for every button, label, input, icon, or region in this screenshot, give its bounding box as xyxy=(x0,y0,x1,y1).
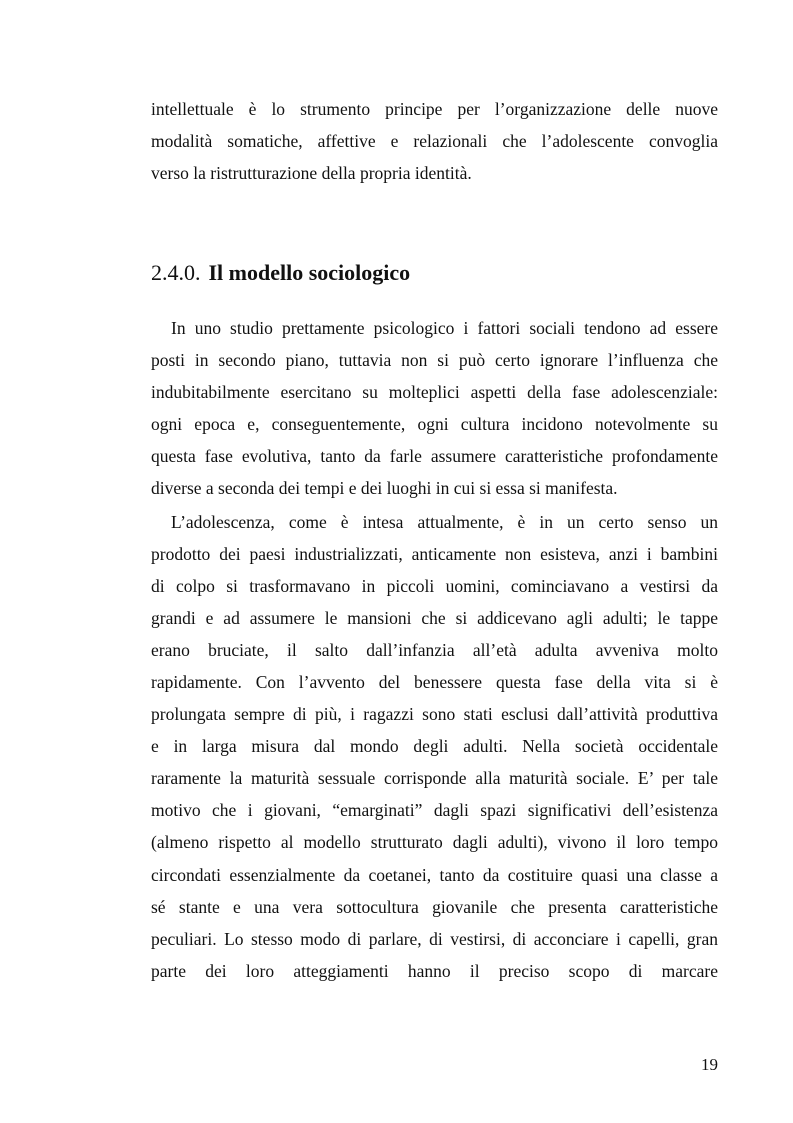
body-text-line: di colpo si trasformavano in piccoli uomini, cominciavano a vestirsi da xyxy=(151,576,718,596)
section-title: Il modello sociologico xyxy=(208,260,411,285)
section-heading xyxy=(151,260,410,286)
body-text-line: modalità somatiche, affettive e relazionali che l’adolescente convoglia xyxy=(151,131,718,151)
body-text-line: sé stante e una vera sottocultura giovanile che presenta caratteristiche xyxy=(151,897,718,917)
body-text-line: rapidamente. Con l’avvento del benessere questa fase della vita si è xyxy=(151,672,718,692)
body-text-line: questa fase evolutiva, tanto da farle assumere caratteristiche profondamente xyxy=(151,446,718,466)
body-text-line: prodotto dei paesi industrializzati, anticamente non esisteva, anzi i bambini xyxy=(151,544,718,564)
body-text-line: peculiari. Lo stesso modo di parlare, di vestirsi, di acconciare i capelli, gran xyxy=(151,929,718,949)
body-text-line: L’adolescenza, come è intesa attualmente, è in un certo senso un xyxy=(171,512,718,532)
body-text-line: grandi e ad assumere le mansioni che si addicevano agli adulti; le tappe xyxy=(151,608,718,628)
page-number: 19 xyxy=(701,1055,718,1074)
body-text-line: motivo che i giovani, “emarginati” dagli spazi significativi dell’esistenza xyxy=(151,800,718,820)
body-text-line: intellettuale è lo strumento principe per l’organizzazione delle nuove xyxy=(151,99,718,119)
body-text-line: prolungata sempre di più, i ragazzi sono stati esclusi dall’attività produttiva xyxy=(151,704,718,724)
body-text-line: raramente la maturità sessuale corrisponde alla maturità sociale. E’ per tale xyxy=(151,768,718,788)
section-number: 2.4.0. xyxy=(151,260,201,285)
body-text-line: e in larga misura dal mondo degli adulti. Nella società occidentale xyxy=(151,736,718,756)
body-text-line: erano bruciate, il salto dall’infanzia all’età adulta avveniva molto xyxy=(151,640,718,660)
body-text-line: verso la ristrutturazione della propria identità. xyxy=(151,163,472,183)
body-text-line: (almeno rispetto al modello strutturato dagli adulti), vivono il loro tempo xyxy=(151,832,718,852)
body-text-line: In uno studio prettamente psicologico i fattori sociali tendono ad essere xyxy=(171,318,718,338)
body-text-line: indubitabilmente esercitano su molteplici aspetti della fase adolescenziale: xyxy=(151,382,718,402)
body-text-line: circondati essenzialmente da coetanei, tanto da costituire quasi una classe a xyxy=(151,865,718,885)
body-text-line: ogni epoca e, conseguentemente, ogni cultura incidono notevolmente su xyxy=(151,414,718,434)
body-text-line: diverse a seconda dei tempi e dei luoghi in cui si essa si manifesta. xyxy=(151,478,618,498)
body-text-line: posti in secondo piano, tuttavia non si può certo ignorare l’influenza che xyxy=(151,350,718,370)
body-text-line: parte dei loro atteggiamenti hanno il preciso scopo di marcare xyxy=(151,961,718,981)
